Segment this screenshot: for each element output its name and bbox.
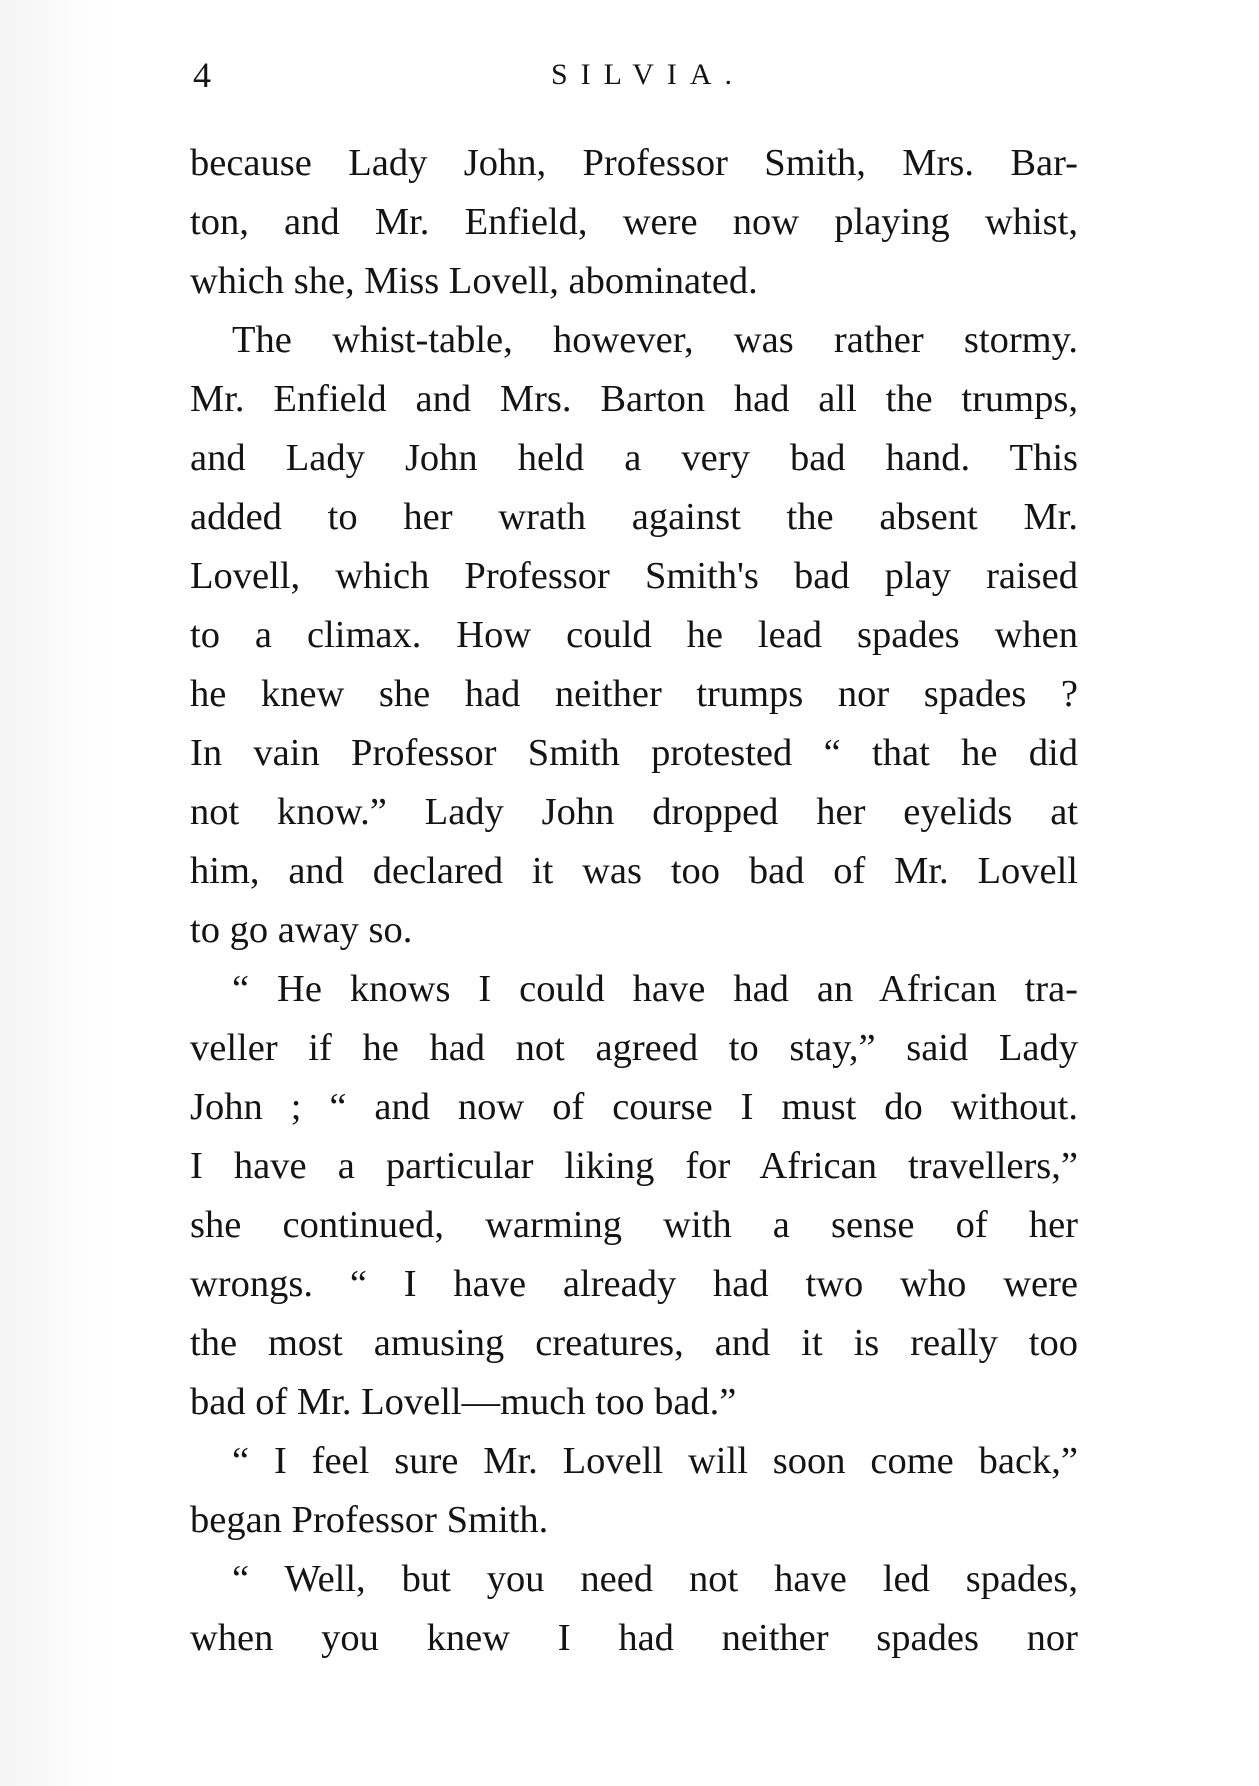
- text-line: the most amusing creatures, and it is really too: [190, 1322, 1078, 1364]
- text-line: Lovell, which Professor Smith's bad play raised: [190, 555, 1078, 597]
- text-line: she continued, warming with a sense of her: [190, 1204, 1078, 1246]
- text-line: “ He knows I could have had an African tra-: [232, 968, 1078, 1010]
- text-line: veller if he had not agreed to stay,” said Lady: [190, 1027, 1078, 1069]
- body-text: [190, 134, 1078, 1668]
- paragraph: [190, 1432, 1078, 1550]
- running-title: SILVIA.: [550, 58, 746, 91]
- text-line: “ I feel sure Mr. Lovell will soon come back,”: [232, 1440, 1078, 1482]
- text-line: “ Well, but you need not have led spades,: [232, 1558, 1078, 1600]
- paragraph: [190, 134, 1078, 311]
- paragraph: [190, 960, 1078, 1432]
- text-line: to a climax. How could he lead spades when: [190, 614, 1078, 656]
- text-line: added to her wrath against the absent Mr.: [190, 496, 1078, 538]
- text-line: ton, and Mr. Enfield, were now playing whist,: [190, 201, 1078, 243]
- text-line: began Professor Smith.: [190, 1499, 549, 1541]
- page-number: 4: [193, 55, 211, 95]
- text-line: bad of Mr. Lovell—much too bad.”: [190, 1381, 737, 1423]
- text-line: when you knew I had neither spades nor: [190, 1617, 1078, 1659]
- paragraph: [190, 1550, 1078, 1668]
- text-line: not know.” Lady John dropped her eyelids at: [190, 791, 1078, 833]
- paragraph: [190, 311, 1078, 960]
- text-line: and Lady John held a very bad hand. This: [190, 437, 1078, 479]
- page-gutter-shade: [0, 0, 110, 1786]
- text-line: wrongs. “ I have already had two who were: [190, 1263, 1078, 1305]
- text-line: which she, Miss Lovell, abominated.: [190, 260, 758, 302]
- text-line: I have a particular liking for African travellers,”: [190, 1145, 1078, 1187]
- text-line: Mr. Enfield and Mrs. Barton had all the trumps,: [190, 378, 1078, 420]
- text-line: he knew she had neither trumps nor spades ?: [190, 673, 1078, 715]
- text-line: to go away so.: [190, 909, 413, 951]
- text-line: In vain Professor Smith protested “ that he did: [190, 732, 1078, 774]
- text-line: him, and declared it was too bad of Mr. Lovell: [190, 850, 1078, 892]
- running-head: [193, 50, 1077, 100]
- text-line: The whist-table, however, was rather stormy.: [232, 319, 1078, 361]
- text-line: John ; “ and now of course I must do without.: [190, 1086, 1078, 1128]
- text-line: because Lady John, Professor Smith, Mrs. Bar-: [190, 142, 1078, 184]
